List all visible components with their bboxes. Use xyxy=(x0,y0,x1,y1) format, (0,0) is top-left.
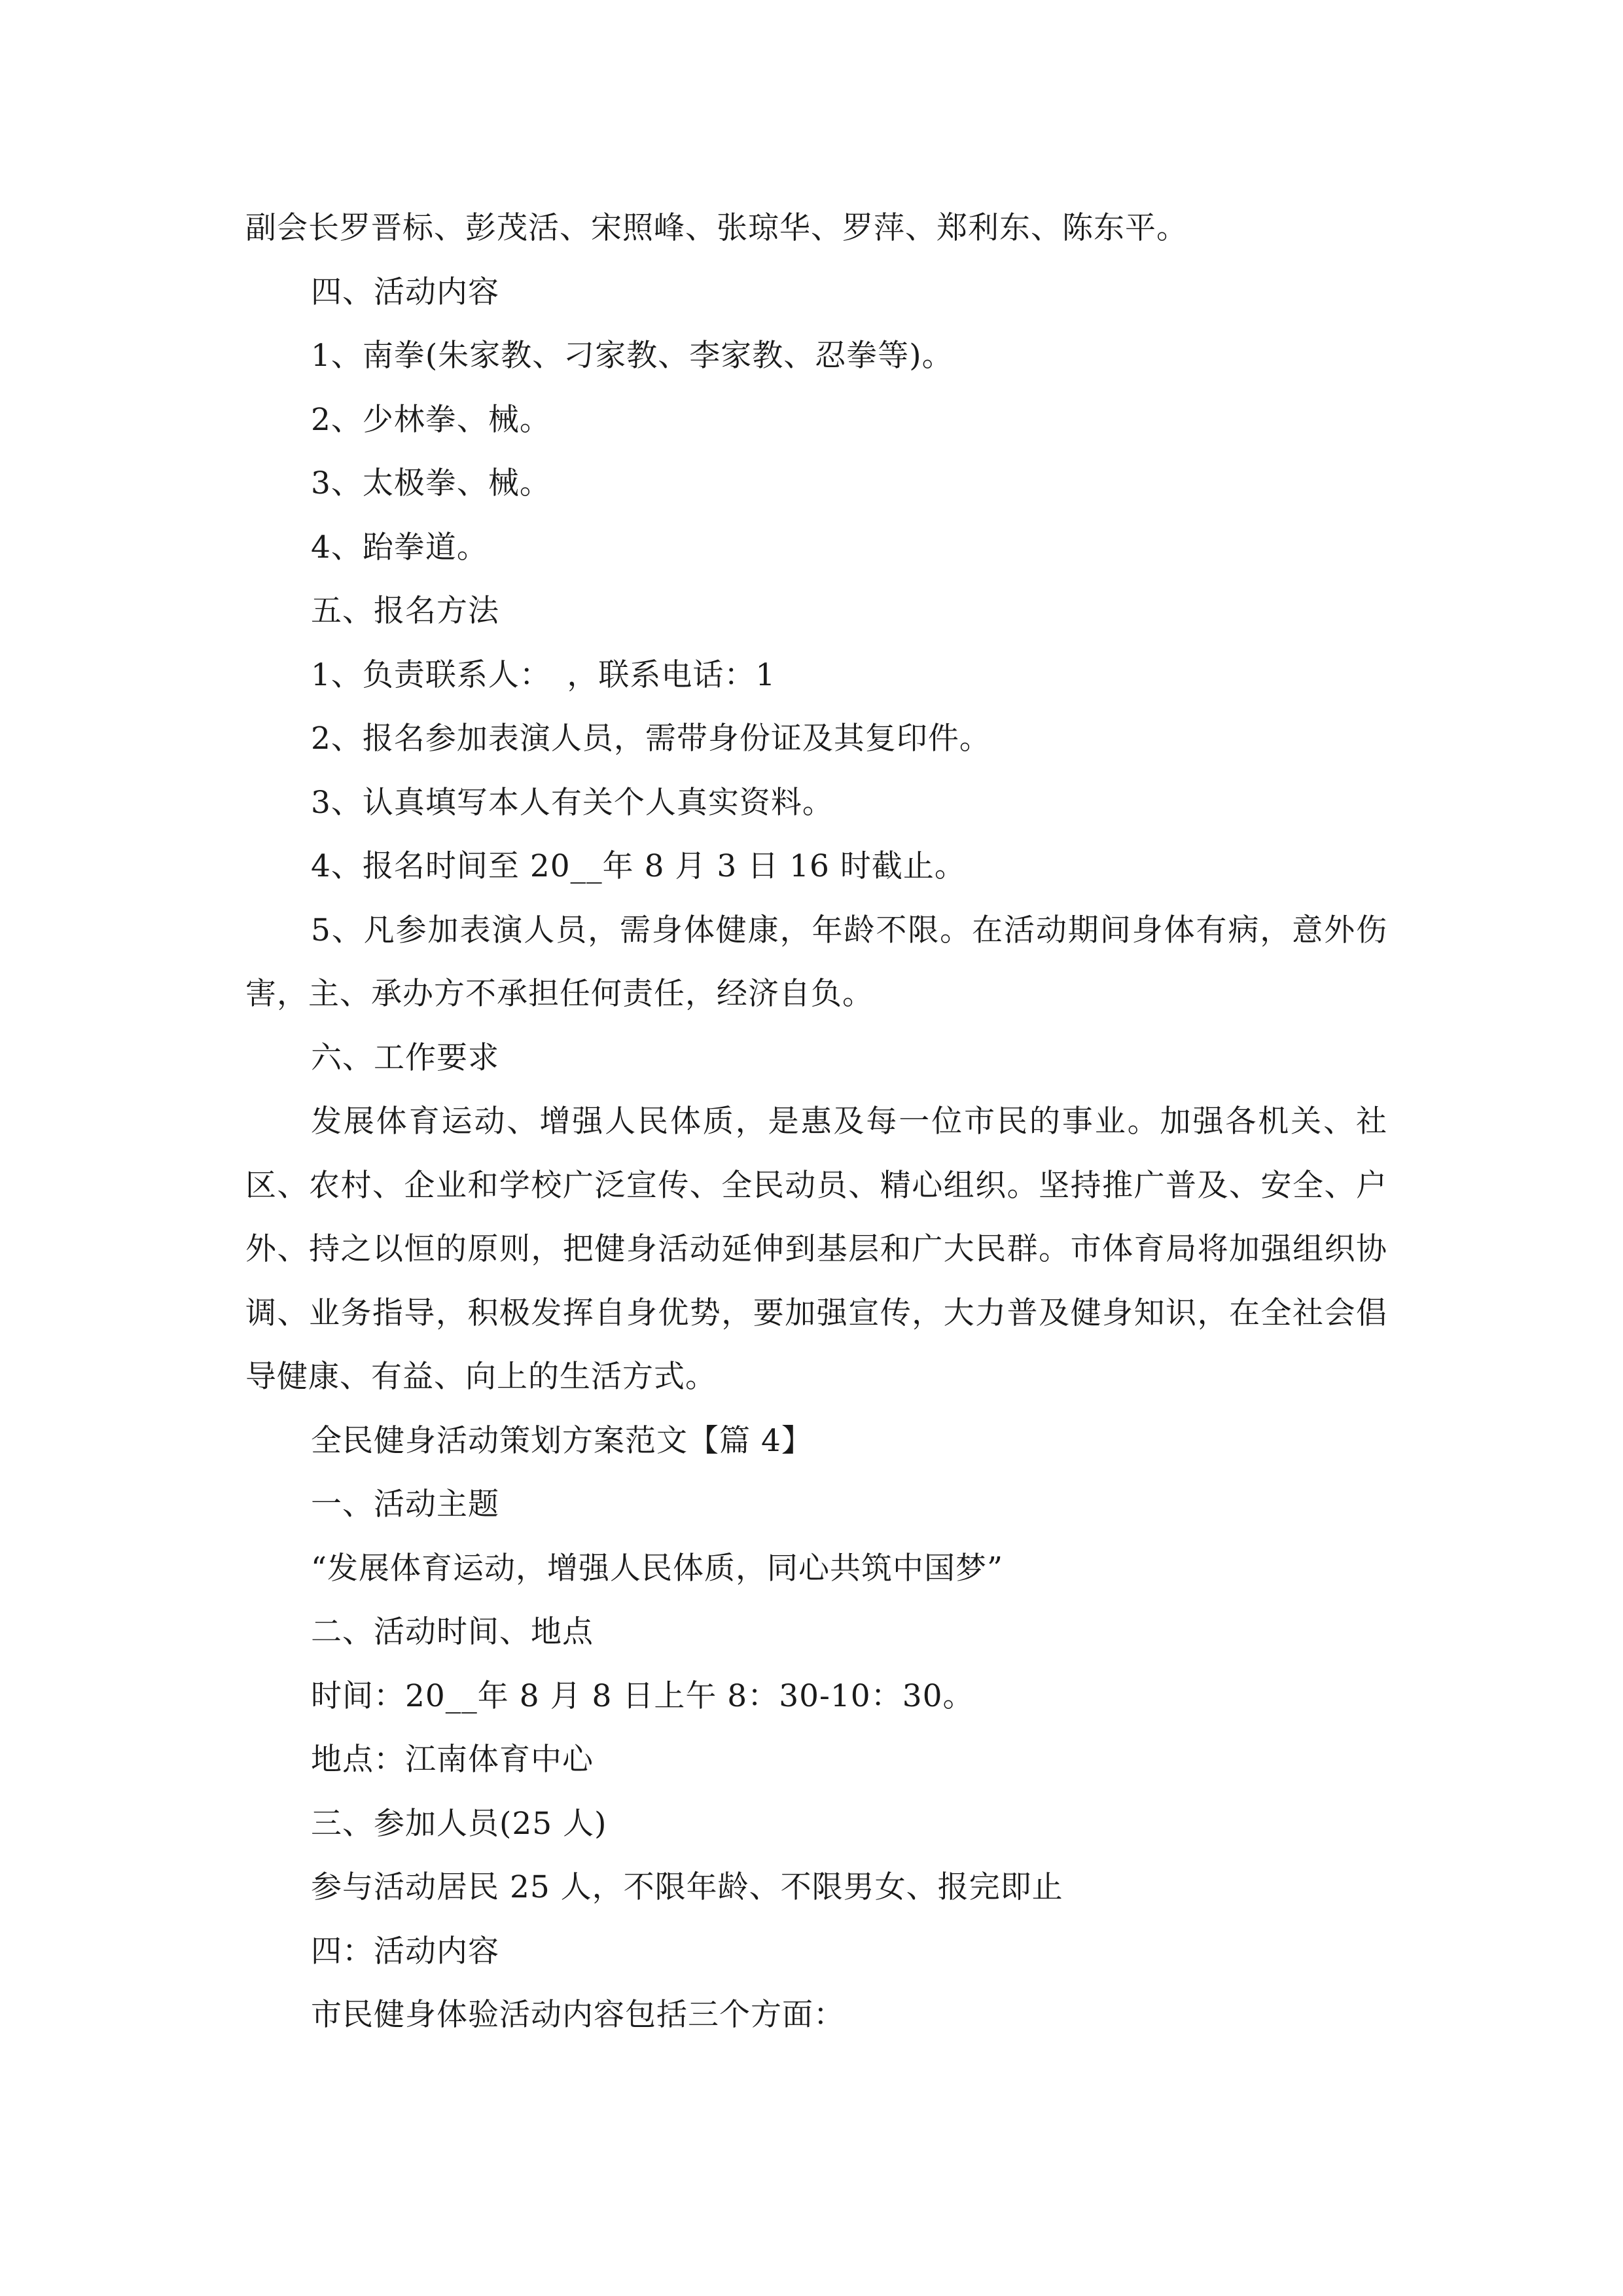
paragraph-item-5: 5、凡参加表演人员，需身体健康，年龄不限。在活动期间身体有病，意外伤害，主、承办方不承担任何责任，经济自负。 xyxy=(245,912,1387,1012)
text-line: 副会长罗晋标、彭茂活、宋照峰、张琼华、罗萍、郑利东、陈东平。 xyxy=(245,210,1188,246)
list-item: 2、少林拳、械。 xyxy=(311,401,551,438)
section-heading: 三、参加人员(25 人) xyxy=(311,1805,607,1842)
section-heading: 一、活动主题 xyxy=(311,1486,499,1522)
paragraph-requirements: 发展体育运动、增强人民体质，是惠及每一位市民的事业。加强各机关、社区、农村、企业和学校广泛宣传、全民动员、精心组织。坚持推广普及、安全、户外、持之以恒的原则，把健身活动延伸到基层和广大民群。市体育局将加强组织协调、业务指导，积极发挥自身优势，要加强宣传，大力普及健身知识，在全社会倡导健康、有益、向上的生活方式。 xyxy=(245,1103,1387,1395)
list-item: 2、报名参加表演人员，需带身份证及其复印件。 xyxy=(311,721,991,757)
article-title: 全民健身活动策划方案范文【篇 4】 xyxy=(311,1422,813,1459)
content-intro-text: 市民健身体验活动内容包括三个方面： xyxy=(311,1997,845,2033)
section-heading: 五、报名方法 xyxy=(311,593,499,629)
list-item: 3、认真填写本人有关个人真实资料。 xyxy=(311,784,834,821)
list-item: 1、南拳(朱家教、刁家教、李家教、忍拳等)。 xyxy=(311,338,954,374)
section-heading: 四、活动内容 xyxy=(311,274,499,310)
section-heading: 六、工作要求 xyxy=(311,1039,499,1076)
document-body xyxy=(245,196,1387,2047)
time-text: 时间：20__年 8 月 8 日上午 8：30-10：30。 xyxy=(311,1677,974,1714)
list-item: 4、跆拳道。 xyxy=(311,529,488,565)
section-heading: 二、活动时间、地点 xyxy=(311,1614,594,1650)
participants-text: 参与活动居民 25 人，不限年龄、不限男女、报完即止 xyxy=(311,1869,1063,1905)
list-item: 3、太极拳、械。 xyxy=(311,465,551,501)
list-item: 4、报名时间至 20__年 8 月 3 日 16 时截止。 xyxy=(311,848,966,884)
section-heading: 四：活动内容 xyxy=(311,1933,499,1969)
theme-text: “发展体育运动，增强人民体质，同心共筑中国梦” xyxy=(311,1550,1004,1587)
list-item: 1、负责联系人： ，联系电话：1 xyxy=(311,656,776,693)
location-text: 地点：江南体育中心 xyxy=(311,1742,594,1778)
